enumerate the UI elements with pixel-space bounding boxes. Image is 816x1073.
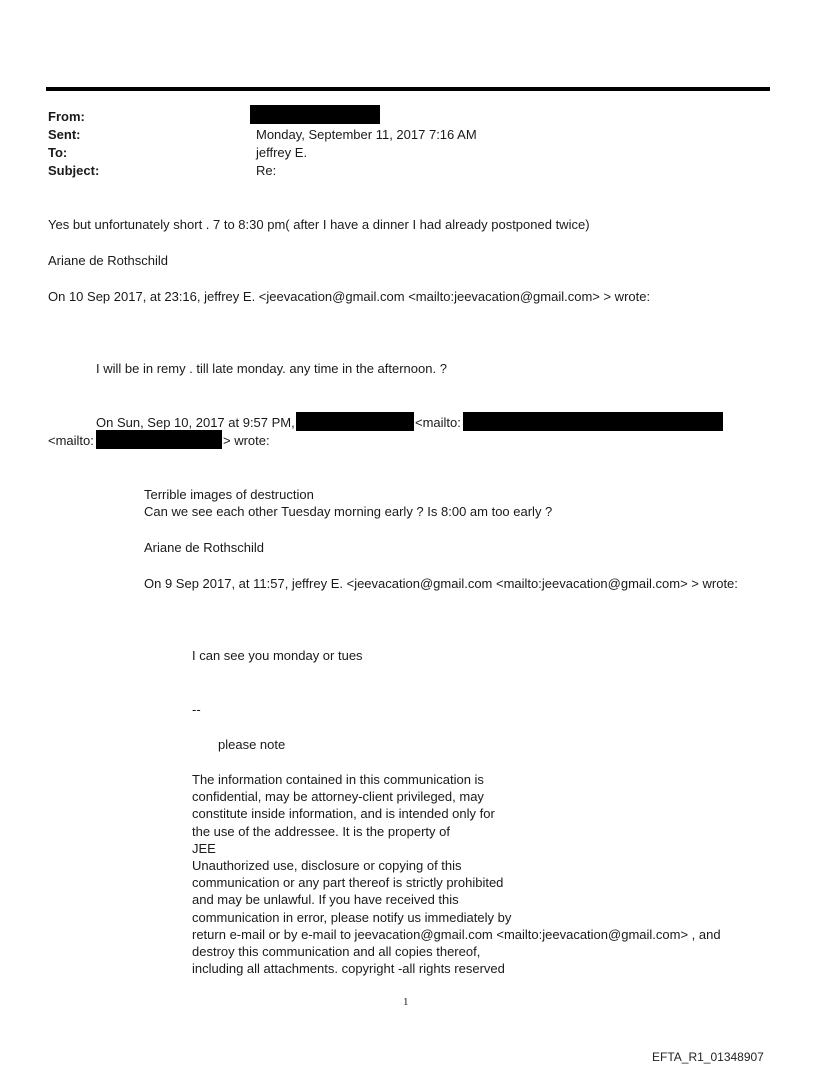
quote1-text: I will be in remy . till late monday. any time in the afternoon. ? [96, 361, 447, 376]
subject-value: Re: [256, 163, 277, 178]
redacted-sender [250, 105, 380, 124]
quote1-header: On 10 Sep 2017, at 23:16, jeffrey E. <jeevacation@gmail.com <mailto:jeevacation@gmail.com> > wrote: [48, 289, 651, 304]
sent-label: Sent: [48, 127, 81, 142]
please-note: please note [218, 737, 286, 752]
quote3-text: I can see you monday or tues [192, 648, 363, 663]
quote2-line-2: Can we see each other Tuesday morning early ? Is 8:00 am too early ? [144, 504, 553, 519]
disclaimer-line: and may be unlawful. If you have received this [192, 892, 459, 908]
redacted-email-2 [96, 430, 222, 449]
to-value: jeffrey E. [256, 145, 308, 160]
disclaimer-line: communication or any part thereof is strictly prohibited [192, 875, 504, 891]
page-number: 1 [403, 996, 409, 1008]
disclaimer-line: The information contained in this communication is [192, 772, 484, 787]
reply-text: Yes but unfortunately short . 7 to 8:30 pm( after I have a dinner I had already postponed twice) [48, 217, 590, 232]
disclaimer-line: return e-mail or by e-mail to jeevacation@gmail.com <mailto:jeevacation@gmail.com> , and [192, 926, 721, 942]
disclaimer-line: confidential, may be attorney-client privileged, may [192, 789, 484, 805]
subject-label: Subject: [48, 163, 100, 178]
disclaimer-line: constitute inside information, and is intended only for [192, 806, 495, 822]
disclaimer-line: including all attachments. copyright -all rights reserved [192, 961, 505, 977]
disclaimer [192, 771, 721, 977]
quote2-wrote: > wrote: [223, 433, 270, 448]
disclaimer-line: Unauthorized use, disclosure or copying of this [192, 857, 462, 873]
header-rule [46, 87, 770, 91]
disclaimer-line: destroy this communication and all copies thereof, [192, 943, 481, 959]
disclaimer-line: the use of the addressee. It is the property of [192, 823, 450, 839]
document-id: EFTA_R1_01348907 [652, 1050, 764, 1064]
disclaimer-line: communication in error, please notify us immediately by [192, 909, 512, 925]
quote2-header-start: On Sun, Sep 10, 2017 at 9:57 PM, [96, 415, 295, 430]
quote3-header: On 9 Sep 2017, at 11:57, jeffrey E. <jeevacation@gmail.com <mailto:jeevacation@gmail.com> > wrote: [144, 576, 738, 591]
quote2-line-1: Terrible images of destruction [144, 487, 314, 502]
signature-dashes: -- [192, 702, 201, 717]
sent-value: Monday, September 11, 2017 7:16 AM [256, 127, 477, 142]
quote2-mailto-1: <mailto: [415, 415, 461, 430]
from-label: From: [48, 109, 85, 124]
redacted-email-1 [463, 412, 723, 431]
signature-1: Ariane de Rothschild [48, 253, 168, 268]
disclaimer-line: JEE [192, 840, 216, 856]
redacted-name [296, 412, 414, 431]
to-label: To: [48, 145, 68, 160]
quote2-mailto-2: <mailto: [48, 433, 94, 448]
signature-2: Ariane de Rothschild [144, 540, 264, 555]
